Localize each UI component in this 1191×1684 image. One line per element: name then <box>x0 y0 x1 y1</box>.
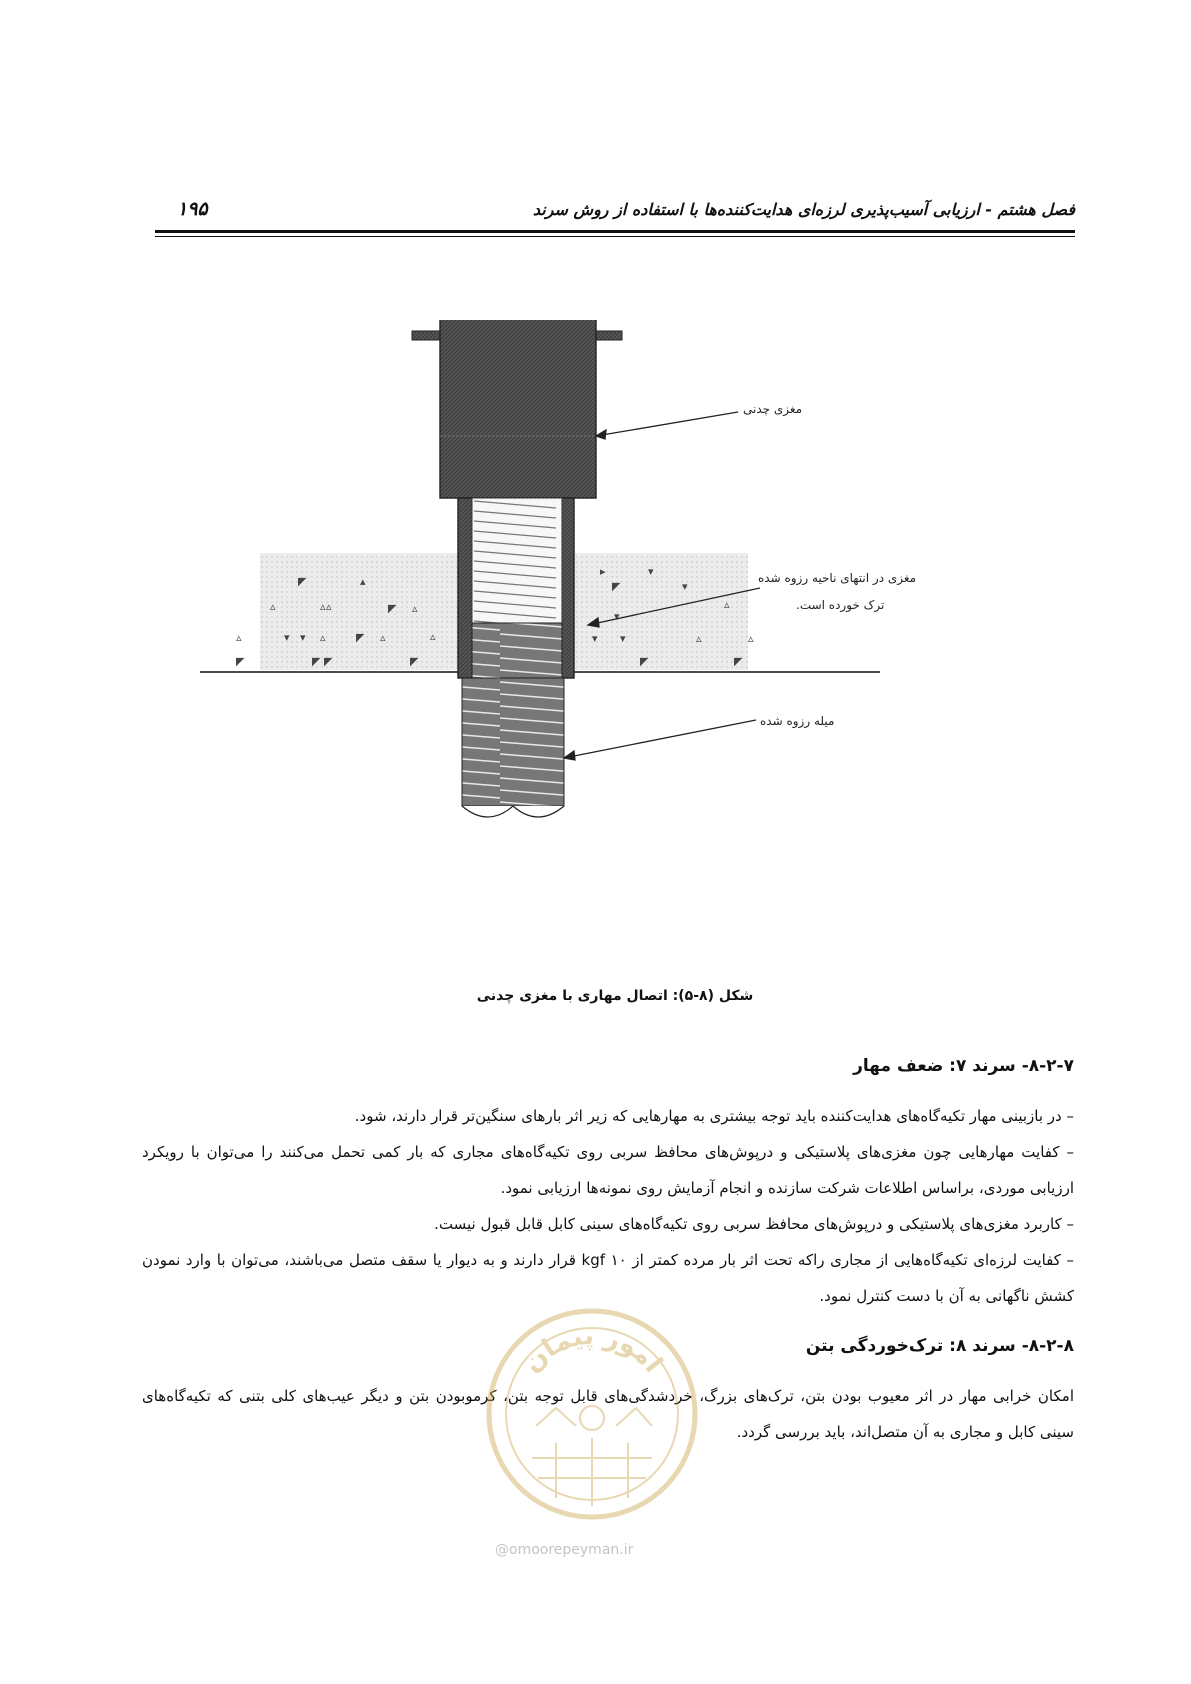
svg-text:▵: ▵ <box>270 600 276 613</box>
svg-text:امور پیمان <box>517 1321 668 1379</box>
svg-text:▾: ▾ <box>648 565 654 578</box>
svg-text:◤: ◤ <box>298 575 307 588</box>
section-heading-concrete-cracking: ۸-۲-۸- سرند ۸: ترک‌خوردگی بتن <box>805 1336 1074 1356</box>
label-cast-core: مغزی چدنی <box>743 402 803 416</box>
svg-text:▾: ▾ <box>682 580 688 593</box>
label-threaded-rod: میله رزوه شده <box>760 714 835 728</box>
svg-text:▴: ▴ <box>360 575 366 588</box>
svg-text:▾: ▾ <box>592 632 598 645</box>
paragraph: – کفایت مهارهایی چون مغزی‌های پلاستیکی و درپوش‌های محافظ سربی روی تکیه‌گاه‌های مجاری که بار کمی تحمل می‌کنند را می‌توان با رویکرد ارزیابی موردی، براساس اطلاعات شرکت سازنده و انجام آزمایش روی نمونه‌ها ارزیابی نمود. <box>142 1143 1074 1197</box>
svg-text:▾: ▾ <box>620 632 626 645</box>
watermark-url: @omoorepeyman.ir <box>495 1542 634 1558</box>
paragraph: – کاربرد مغزی‌های پلاستیکی و درپوش‌های محافظ سربی روی تکیه‌گاه‌های سینی کابل قابل قبول نیست. <box>434 1215 1074 1233</box>
svg-text:◤: ◤ <box>410 655 419 668</box>
header-rule-thin <box>155 236 1075 237</box>
svg-text:◤: ◤ <box>356 631 365 644</box>
svg-text:▾: ▾ <box>300 631 306 644</box>
svg-text:▵: ▵ <box>320 600 326 613</box>
running-header-title: فصل هشتم - ارزیابی آسیب‌پذیری لرزه‌ای هدایت‌کننده‌ها با استفاده از روش سرند <box>532 200 1075 219</box>
paragraph: – کفایت لرزه‌ای تکیه‌گاه‌هایی از مجاری راکه تحت اثر بار مرده کمتر از ۱۰ kgf قرار دارند و به دیوار یا سقف متصل می‌باشند، می‌توان با وارد نمودن کشش ناگهانی به آن با دست کنترل نمود. <box>142 1251 1074 1305</box>
threaded-insert-zone <box>472 498 562 623</box>
svg-text:▵: ▵ <box>236 631 242 644</box>
svg-text:▵: ▵ <box>412 602 418 615</box>
svg-text:◤: ◤ <box>734 655 743 668</box>
svg-text:▾: ▾ <box>614 610 620 623</box>
svg-text:◤: ◤ <box>388 602 397 615</box>
anchor-figure <box>200 320 1000 920</box>
svg-text:▵: ▵ <box>380 631 386 644</box>
section-heading-weak-anchorage: ۸-۲-۷- سرند ۷: ضعف مهار <box>853 1056 1074 1076</box>
label-cracked-core-line2: ترک خورده است. <box>796 598 885 612</box>
threaded-rod <box>462 678 564 806</box>
svg-text:▵: ▵ <box>696 632 702 645</box>
svg-text:▵: ▵ <box>748 632 754 645</box>
seal-grid <box>532 1406 652 1506</box>
header-rule <box>155 230 1075 233</box>
page-header <box>155 198 1075 228</box>
paragraph: امکان خرابی مهار در اثر معیوب بودن بتن، ترک‌های بزرگ، خردشدگی‌های قابل توجه بتن، کرموبودن بتن و دیگر عیب‌های کلی بتنی که تکیه‌گاه‌های سینی کابل و مجاری به آن متصل‌اند، باید بررسی گردد. <box>142 1387 1074 1441</box>
svg-text:▾: ▾ <box>284 631 290 644</box>
svg-text:▵: ▵ <box>320 631 326 644</box>
watermark-seal <box>486 1308 698 1520</box>
rod-end <box>462 806 564 817</box>
svg-text:▵: ▵ <box>326 600 332 613</box>
paragraph: – در بازبینی مهار تکیه‌گاه‌های هدایت‌کننده باید توجه بیشتری به مهارهایی که زیر اثر بارهای سنگین‌تر قرار دارند، شود. <box>354 1107 1074 1125</box>
label-cracked-core-line1: مغزی در انتهای ناحیه رزوه شده <box>758 571 917 585</box>
figure-caption: شکل (۸-۵): اتصال مهاری با مغزی چدنی <box>476 988 754 1004</box>
threaded-rod-upper <box>472 623 562 678</box>
cast-core-body <box>440 320 596 498</box>
svg-text:▵: ▵ <box>430 630 436 643</box>
svg-text:▸: ▸ <box>600 565 606 578</box>
page-number: ۱۹۵ <box>177 198 208 220</box>
svg-text:◤: ◤ <box>236 655 245 668</box>
svg-text:◤: ◤ <box>324 655 333 668</box>
svg-text:◤: ◤ <box>640 655 649 668</box>
svg-text:▵: ▵ <box>724 598 730 611</box>
anchor-illustration <box>200 320 1000 920</box>
svg-text:◤: ◤ <box>612 580 621 593</box>
seal-text: امور پیمان <box>517 1320 668 1379</box>
svg-text:◤: ◤ <box>312 655 321 668</box>
